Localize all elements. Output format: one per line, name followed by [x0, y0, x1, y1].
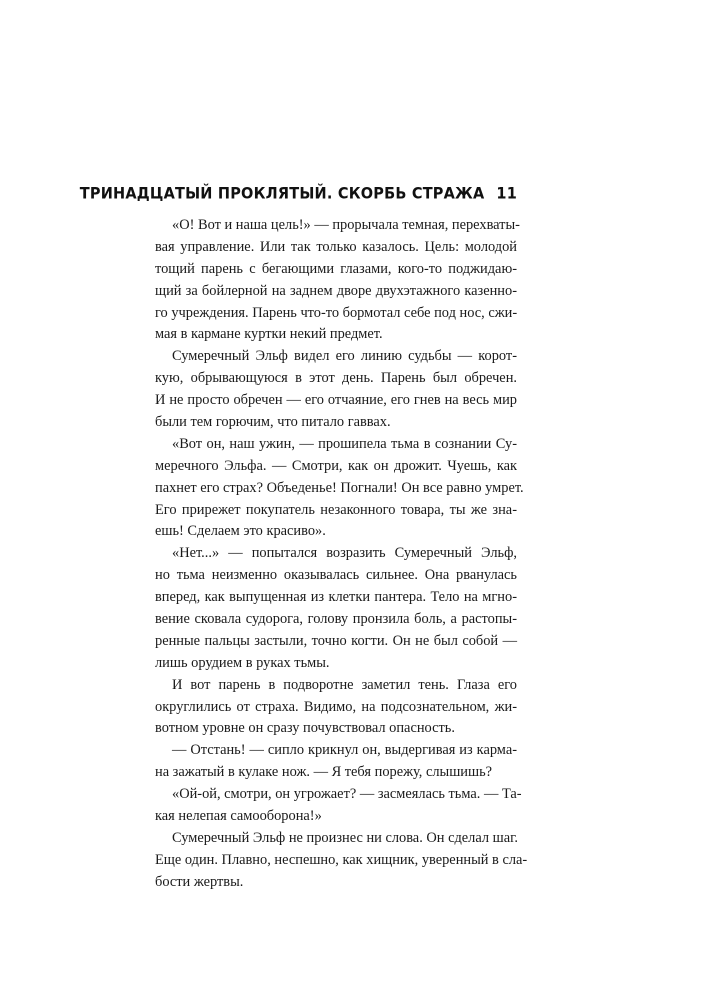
- text-line: пахнет его страх? Объеденье! Погнали! Он все равно умрет.: [155, 479, 524, 496]
- paragraph: [155, 828, 528, 894]
- text-line: лишь орудием в руках тьмы.: [155, 654, 330, 671]
- text-line: «Нет...» — попытался возразить Сумеречный Эльф,: [172, 545, 517, 562]
- paragraph: [155, 675, 517, 741]
- text-line: ешь! Сделаем это красиво».: [155, 523, 326, 540]
- text-line: мая в кармане куртки некий предмет.: [155, 326, 383, 343]
- page-number: 11: [496, 185, 517, 203]
- paragraph: [155, 346, 517, 434]
- text-line: ренные пальцы застыли, точно когти. Он не был собой —: [155, 632, 517, 649]
- text-line: И вот парень в подворотне заметил тень. Глаза его: [172, 676, 517, 693]
- running-head: [79, 185, 517, 203]
- text-line: Сумеречный Эльф видел его линию судьбы — корот-: [172, 348, 517, 365]
- text-line: округлились от страха. Видимо, на подсознательном, жи-: [155, 698, 517, 715]
- text-line: кую, обрывающуюся в этот день. Парень был обречен.: [155, 370, 517, 387]
- text-line: «Вот он, наш ужин, — прошипела тьма в сознании Су-: [172, 435, 517, 452]
- paragraph: [155, 543, 517, 674]
- text-line: бости жертвы.: [155, 873, 244, 890]
- text-line: но тьма неизменно оказывалась сильнее. Она рванулась: [155, 567, 517, 584]
- paragraph: [155, 784, 522, 828]
- text-line: вперед, как выпущенная из клетки пантера. Тело на мгно-: [155, 589, 517, 606]
- text-line: меречного Эльфа. — Смотри, как он дрожит. Чуешь, как: [155, 457, 517, 474]
- text-line: «О! Вот и наша цель!» — прорычала темная, перехваты-: [172, 217, 520, 233]
- text-line: были тем горючим, что питало гаввах.: [155, 414, 391, 431]
- text-line: И не просто обречен — его отчаяние, его гнев на весь мир: [155, 392, 517, 409]
- text-line: вотном уровне он сразу почувствовал опасность.: [155, 720, 455, 737]
- text-line: тощий парень с бегающими глазами, кого-то поджидаю-: [155, 260, 517, 277]
- text-line: щий за бойлерной на заднем дворе двухэтажного казенно-: [155, 282, 517, 299]
- text-line: го учреждения. Парень что-то бормотал себе под нос, сжи-: [155, 304, 518, 321]
- paragraph: [155, 740, 517, 784]
- text-line: вая управление. Или так только казалось. Цель: молодой: [155, 238, 517, 255]
- running-head-title: ТРИНАДЦАТЫЙ ПРОКЛЯТЫЙ. СКОРБЬ СТРАЖА: [79, 185, 485, 203]
- text-line: Еще один. Плавно, неспешно, как хищник, уверенный в сла-: [155, 851, 528, 868]
- text-line: — Отстань! — сипло крикнул он, выдергивая из карма-: [172, 742, 517, 759]
- paragraph: [155, 434, 524, 543]
- text-line: «Ой-ой, смотри, он угрожает? — засмеялась тьма. — Та-: [172, 786, 522, 803]
- paragraph: [155, 215, 520, 346]
- text-line: вение сковала судорога, голову пронзила боль, а растопы-: [155, 611, 517, 628]
- body-text: [155, 215, 528, 894]
- text-line: Его прирежет покупатель незаконного товара, ты же зна-: [155, 501, 517, 518]
- text-line: Сумеречный Эльф не произнес ни слова. Он сделал шаг.: [172, 829, 518, 846]
- text-line: на зажатый в кулаке нож. — Я тебя порежу, слышишь?: [155, 764, 493, 781]
- text-line: кая нелепая самооборона!»: [155, 808, 322, 825]
